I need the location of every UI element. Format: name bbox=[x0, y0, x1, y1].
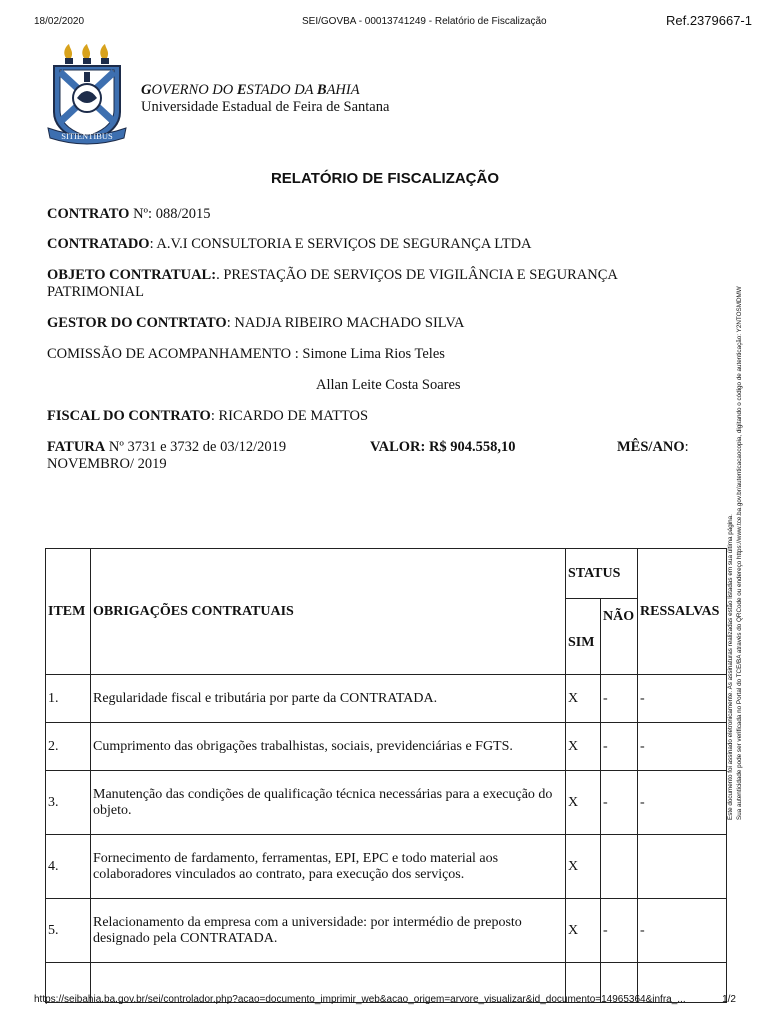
col-obligations: OBRIGAÇÕES CONTRATUAIS bbox=[91, 549, 566, 675]
print-url: https://seibahia.ba.gov.br/sei/controlador.php?acao=documento_imprimir_web&acao_origem=arvore_visualizar&id_documento=14965364&infra_... bbox=[34, 994, 686, 1005]
table-row: 5. Relacionamento da empresa com a universidade: por intermédio de preposto designado pela CONTRATADA. X - - bbox=[46, 899, 727, 963]
col-status: STATUS bbox=[566, 549, 638, 599]
page-number: 1/2 bbox=[722, 994, 736, 1005]
authentication-note-line-1: Este documento foi assinado eletronicamente. As assinaturas realizadas estão listadas em sua última página. bbox=[727, 514, 734, 820]
col-sim: SIM bbox=[566, 599, 601, 675]
authentication-note-line-2: Sua autenticidade pode ser verificada no Portal do TCE/BA através do QRCode ou endereço https://www.tce.ba.gov.br/autenticacaocopia, digitando o código de autenticação: Y2NTOSMDMW bbox=[736, 286, 743, 820]
state-coat-of-arms-logo bbox=[44, 42, 130, 148]
document-title: RELATÓRIO DE FISCALIZAÇÃO bbox=[270, 170, 500, 187]
contract-object: OBJETO CONTRATUAL:. PRESTAÇÃO DE SERVIÇOS DE VIGILÂNCIA E SEGURANÇA PATRIMONIAL bbox=[47, 267, 618, 300]
invoice: FATURA Nº 3731 e 3732 de 03/12/2019 bbox=[47, 439, 287, 455]
table-row: 2. Cumprimento das obrigações trabalhistas, sociais, previdenciárias e FGTS. X - - bbox=[46, 723, 727, 771]
col-ressalvas: RESSALVAS bbox=[638, 549, 727, 675]
col-nao: NÃO bbox=[601, 599, 638, 675]
invoice-value: VALOR: R$ 904.558,10 bbox=[370, 439, 516, 455]
monitoring-committee: COMISSÃO DE ACOMPANHAMENTO : Simone Lima Rios Teles bbox=[47, 346, 445, 362]
table-row: 3. Manutenção das condições de qualificação técnica necessárias para a execução do objeto. X - - bbox=[46, 771, 727, 835]
university-name: Universidade Estadual de Feira de Santana bbox=[141, 99, 390, 115]
contract-manager: GESTOR DO CONTRTATO: NADJA RIBEIRO MACHADO SILVA bbox=[47, 315, 465, 331]
contract-inspector: FISCAL DO CONTRATO: RICARDO DE MATTOS bbox=[47, 408, 369, 424]
table-row: 1. Regularidade fiscal e tributária por parte da CONTRATADA. X - - bbox=[46, 675, 727, 723]
monitoring-committee-member: Allan Leite Costa Soares bbox=[316, 377, 461, 393]
authentication-note bbox=[726, 210, 766, 820]
table-row: 4. Fornecimento de fardamento, ferramentas, EPI, EPC e todo material aos colaboradores vinculados ao contrato, para execução dos serviços. X bbox=[46, 835, 727, 899]
reference-number: Ref.2379667-1 bbox=[665, 13, 752, 28]
print-date: 18/02/2020 bbox=[34, 16, 85, 27]
print-document-title: SEI/GOVBA - 00013741249 - Relatório de Fiscalização bbox=[302, 16, 547, 27]
contract-number: CONTRATO Nº: 088/2015 bbox=[47, 206, 211, 222]
logo-motto: SITIENTIBUS bbox=[61, 131, 113, 141]
contractor: CONTRATADO: A.V.I CONSULTORIA E SERVIÇOS DE SEGURANÇA LTDA bbox=[47, 236, 532, 252]
col-item: ITEM bbox=[46, 549, 91, 675]
month-year-value: NOVEMBRO/ 2019 bbox=[47, 456, 167, 472]
month-year-label: MÊS/ANO: bbox=[617, 439, 689, 455]
government-name: GOVERNO DO ESTADO DA BAHIA bbox=[141, 82, 360, 98]
obligations-table bbox=[45, 548, 727, 1003]
